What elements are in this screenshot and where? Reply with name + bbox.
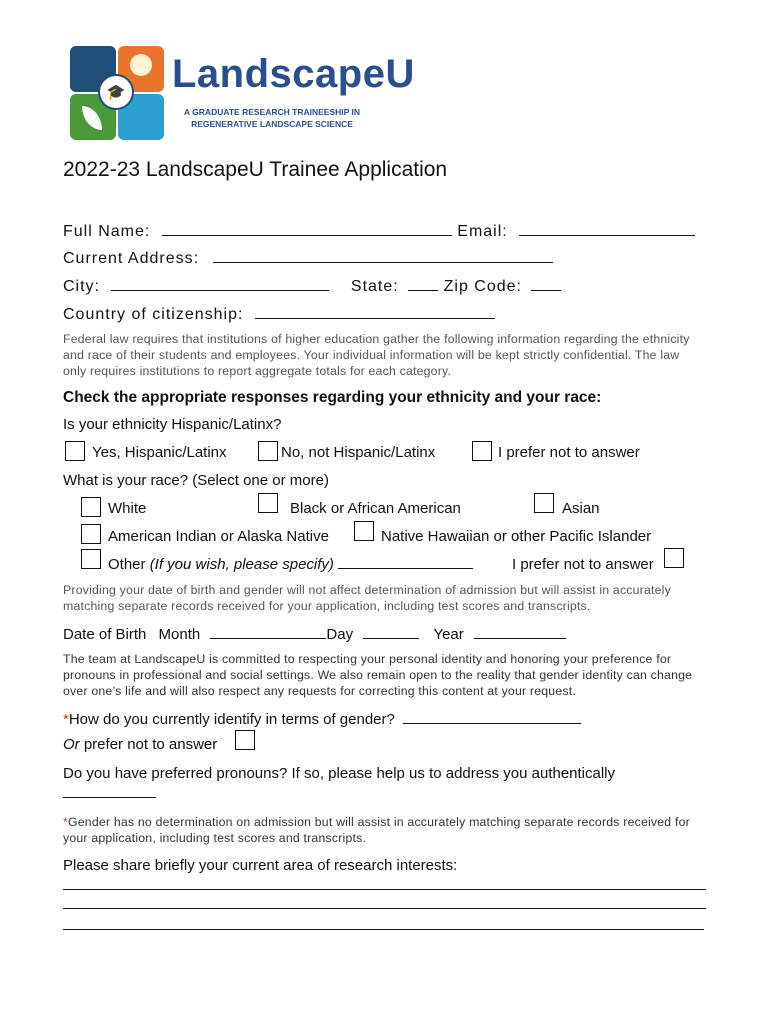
race-other-specify-field[interactable] — [338, 556, 473, 569]
dob-notice: Providing your date of birth and gender will not affect determination of admission but will assist in accurately matching separate records received for your application, including test scores and transcripts. — [63, 583, 671, 613]
zip-field[interactable] — [531, 276, 561, 291]
month-label: Month — [158, 626, 201, 643]
ethnicity-prefer-not-label: I prefer not to answer — [498, 444, 640, 461]
race-question: What is your race? (Select one or more) — [63, 472, 329, 489]
gender-prefer-not-label: prefer not to answer — [83, 736, 218, 753]
race-pacific-label: Native Hawaiian or other Pacific Islander — [381, 528, 652, 545]
city-field[interactable] — [111, 276, 329, 291]
race-black-checkbox[interactable] — [258, 493, 278, 513]
race-white-label: White — [108, 500, 147, 517]
race-white-checkbox[interactable] — [81, 497, 101, 517]
race-other-specify-hint: (If you wish, please specify) — [149, 556, 334, 573]
day-field[interactable] — [363, 624, 419, 639]
address-field[interactable] — [213, 248, 553, 263]
race-prefer-not-label: I prefer not to answer — [512, 556, 654, 573]
gender-note — [63, 814, 713, 846]
citizenship-field[interactable] — [255, 304, 495, 319]
race-pacific-checkbox[interactable] — [354, 521, 374, 541]
ethnicity-race-heading: Check the appropriate responses regarding your ethnicity and your race: — [63, 389, 602, 406]
research-line-2[interactable] — [63, 908, 706, 909]
race-native-american-checkbox[interactable] — [81, 524, 101, 544]
ethnicity-yes-checkbox[interactable] — [65, 441, 85, 461]
full-name-label: Full Name: — [63, 223, 151, 240]
date-of-birth-row — [63, 624, 566, 643]
pronoun-field[interactable] — [63, 797, 156, 798]
logo-tagline: A GRADUATE RESEARCH TRAINEESHIP IN REGENERATIVE LANDSCAPE SCIENCE — [184, 107, 360, 129]
day-label: Day — [326, 626, 354, 643]
race-asian-label: Asian — [562, 500, 600, 517]
required-asterisk: * — [63, 711, 69, 728]
email-label: Email: — [457, 223, 508, 240]
race-other-row — [108, 556, 473, 573]
address-row — [63, 248, 553, 268]
federal-law-notice: Federal law requires that institutions of higher education gather the following information regarding the ethnicity and race of their students and employees. Your individual information will be kept strictly confidential. The law only requires institutions to report aggregate totals for each category. — [63, 332, 690, 378]
email-field[interactable] — [519, 221, 695, 236]
logo-emblem — [68, 44, 164, 140]
gender-note-text: Gender has no determination on admission but will assist in accurately matching separate records received for your application, including test scores and transcripts. — [63, 815, 690, 845]
gender-prefer-not-checkbox[interactable] — [235, 730, 255, 750]
ethnicity-no-label: No, not Hispanic/Latinx — [281, 444, 436, 461]
dob-label: Date of Birth — [63, 626, 147, 643]
year-field[interactable] — [474, 624, 566, 639]
zip-label: Zip Code: — [443, 278, 522, 295]
address-label: Current Address: — [63, 250, 200, 267]
race-black-label: Black or African American — [290, 500, 461, 517]
race-native-american-label: American Indian or Alaska Native — [108, 528, 329, 545]
citizenship-row — [63, 304, 495, 324]
pronoun-question: Do you have preferred pronouns? If so, please help us to address you authentically — [63, 765, 616, 782]
logo-brand-name: LandscapeU — [172, 52, 415, 96]
gender-prefer-not-row — [63, 736, 217, 753]
research-line-1[interactable] — [63, 889, 706, 890]
ethnicity-prefer-not-checkbox[interactable] — [472, 441, 492, 461]
full-name-field[interactable] — [162, 221, 452, 236]
or-text: Or — [63, 736, 80, 753]
state-label: State: — [350, 278, 399, 295]
race-other-checkbox[interactable] — [81, 549, 101, 569]
gender-question-row — [63, 709, 581, 728]
ethnicity-no-checkbox[interactable] — [258, 441, 278, 461]
citizenship-label: Country of citizenship: — [63, 306, 244, 323]
month-field[interactable] — [210, 624, 326, 639]
full-name-row — [63, 221, 695, 241]
race-prefer-not-checkbox[interactable] — [664, 548, 684, 568]
ethnicity-question: Is your ethnicity Hispanic/Latinx? — [63, 416, 282, 433]
gender-note-asterisk: * — [63, 815, 68, 829]
research-question: Please share briefly your current area of research interests: — [63, 857, 458, 874]
graduation-cap-icon: 🎓 — [98, 74, 134, 110]
sun-icon — [130, 54, 152, 76]
gender-question: How do you currently identify in terms of gender? — [68, 711, 395, 728]
race-asian-checkbox[interactable] — [534, 493, 554, 513]
city-label: City: — [63, 278, 100, 295]
race-other-label: Other — [108, 556, 146, 573]
research-line-3[interactable] — [63, 929, 704, 930]
gender-field[interactable] — [403, 709, 581, 724]
identity-notice: The team at LandscapeU is committed to respecting your personal identity and honoring your preference for pronouns in professional and social settings. We also remain open to the reality that gender identity can change over one’s life and will also respect any requests for correcting this content at your request. — [63, 652, 693, 698]
landscapeu-logo — [68, 44, 415, 144]
ethnicity-yes-label: Yes, Hispanic/Latinx — [92, 444, 227, 461]
form-title: 2022-23 LandscapeU Trainee Application — [63, 158, 448, 181]
year-label: Year — [433, 626, 464, 643]
state-field[interactable] — [408, 276, 438, 291]
city-row — [63, 276, 561, 296]
